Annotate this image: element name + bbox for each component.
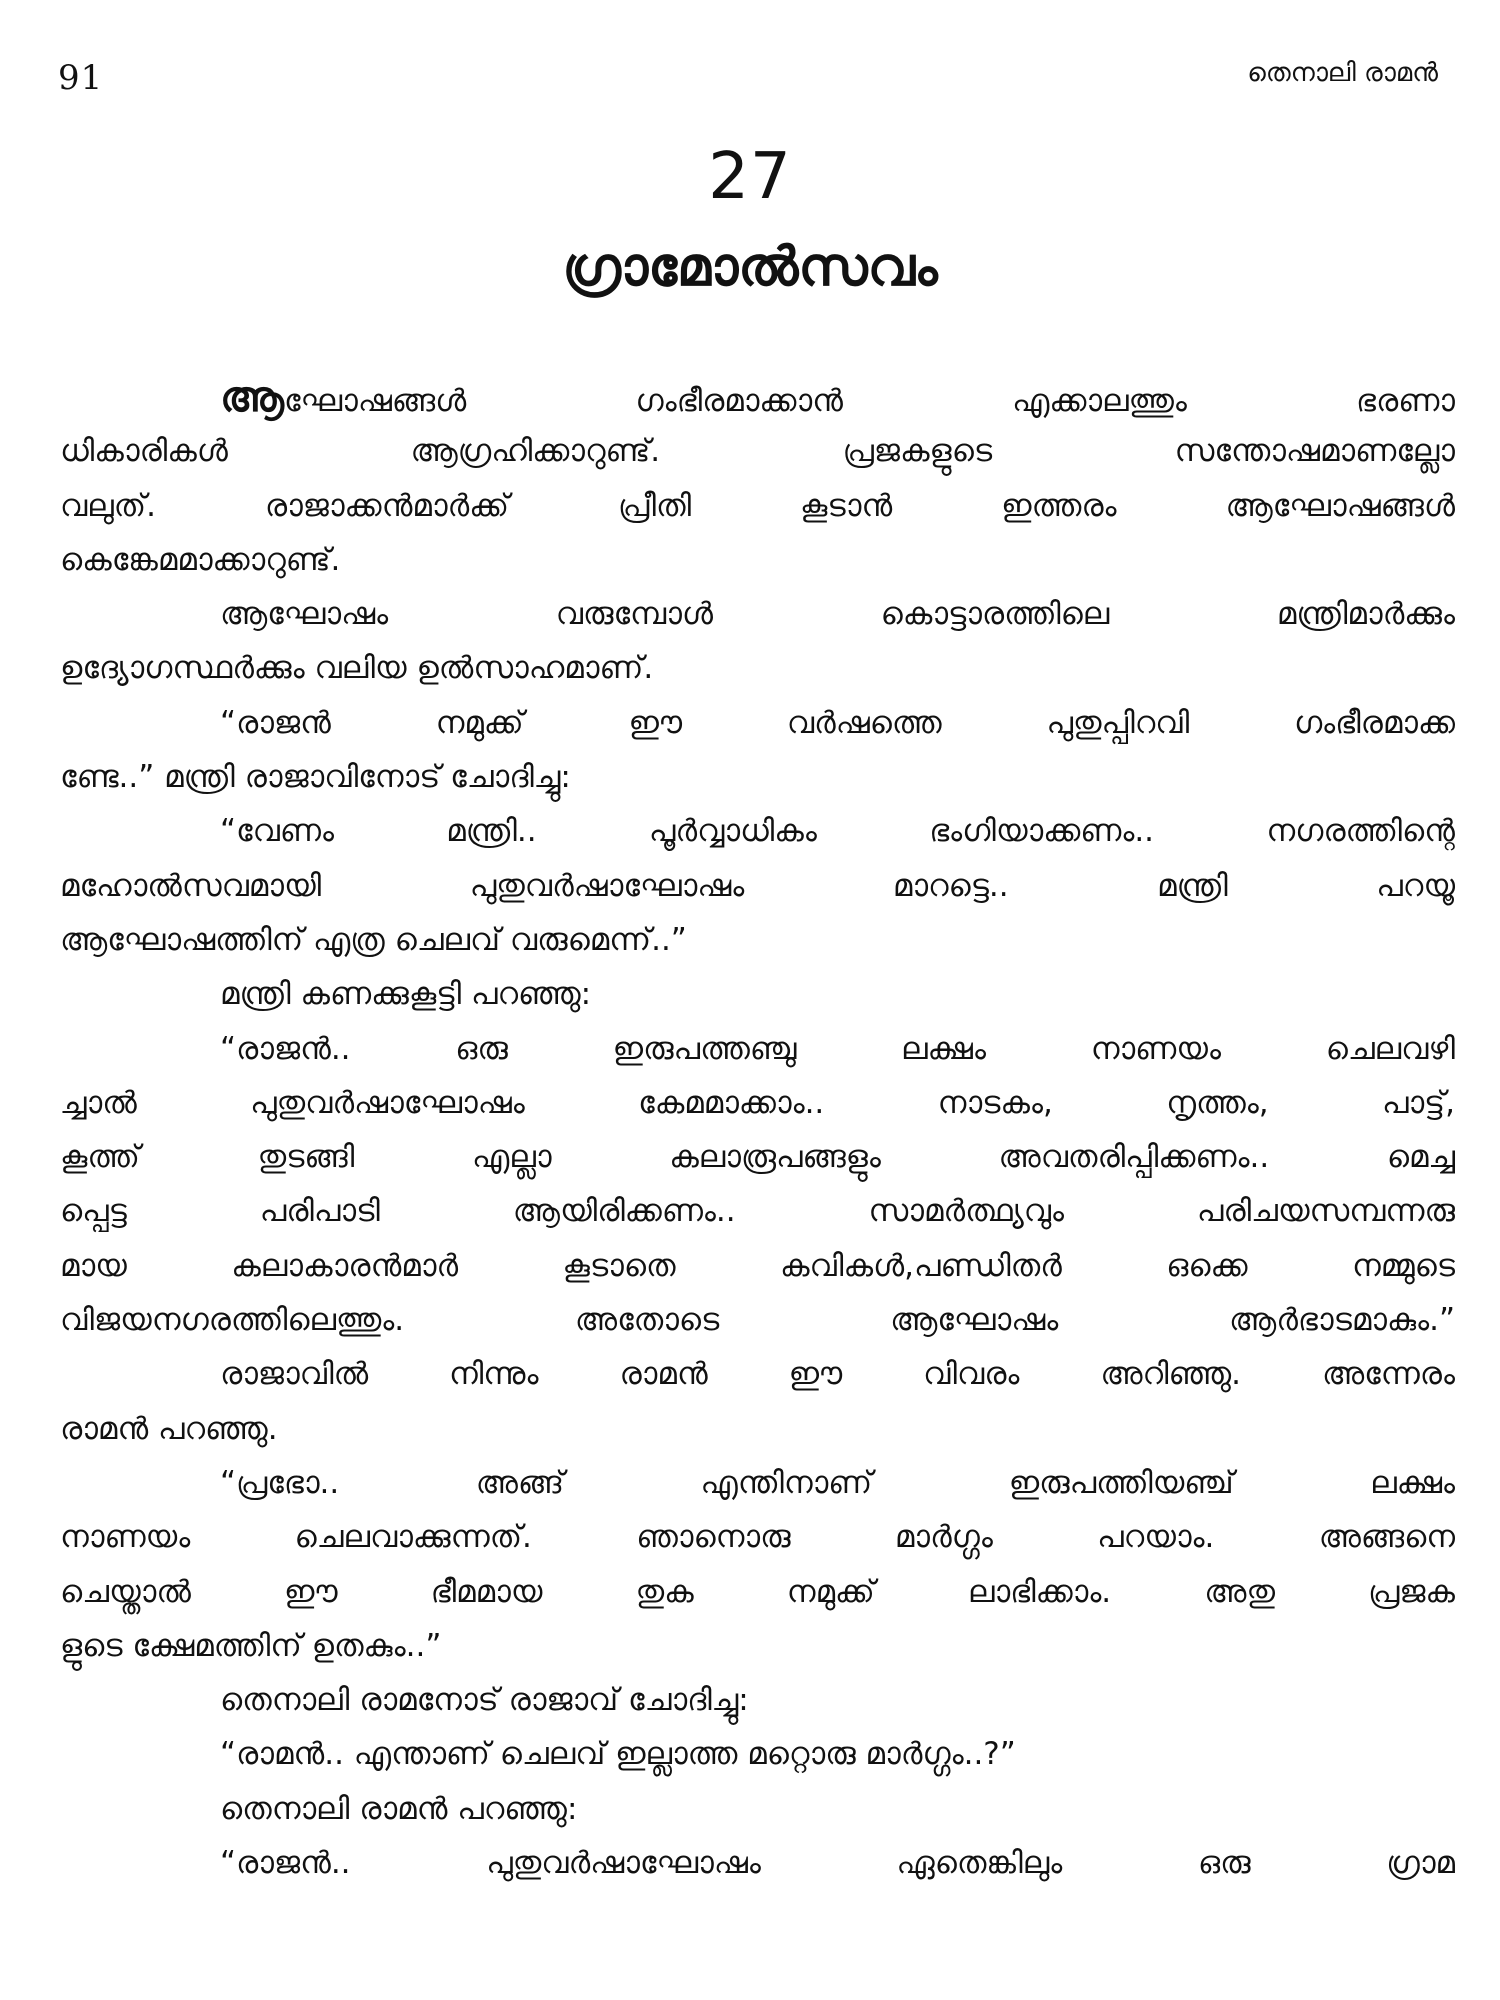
text-line: തെനാലി രാമനോട് രാജാവ് ചോദിച്ചു: bbox=[220, 1682, 749, 1719]
text-line bbox=[60, 370, 1455, 424]
text-line-content: ഘോഷങ്ങൾ ഗംഭീരമാക്കാൻ എക്കാലത്തും ഭരണാ bbox=[283, 383, 1455, 419]
text-line: “രാജൻ.. ഒരു ഇരുപത്തഞ്ചു ലക്ഷം നാണയം ചെലവഴി bbox=[220, 1030, 1455, 1067]
body-text bbox=[60, 370, 1455, 1890]
running-header-title: തെനാലി രാമൻ bbox=[1247, 58, 1438, 88]
text-line: ഉദ്യോഗസ്ഥർക്കും വലിയ ഉൽസാഹമാണ്. bbox=[60, 650, 654, 687]
text-line: ച്ചാൽ പുതുവർഷാഘോഷം കേമമാക്കാം.. നാടകം, നൃത്തം, പാട്ട്, bbox=[60, 1084, 1455, 1121]
text-line: നാണയം ചെലവാക്കുന്നത്. ഞാനൊരു മാർഗ്ഗം പറയാം. അങ്ങനെ bbox=[60, 1519, 1455, 1556]
text-line: തെനാലി രാമൻ പറഞ്ഞു: bbox=[220, 1790, 578, 1827]
text-line: “പ്രഭോ.. അങ്ങ് എന്തിനാണ് ഇരുപത്തിയഞ്ച് ലക്ഷം bbox=[220, 1464, 1455, 1501]
text-line: “രാജൻ നമുക്ക് ഈ വർഷത്തെ പുതുപ്പിറവി ഗംഭീരമാക്ക bbox=[220, 704, 1455, 741]
text-line: ളുടെ ക്ഷേമത്തിന് ഉതകും..” bbox=[60, 1627, 442, 1664]
text-line: രാമൻ പറഞ്ഞു. bbox=[60, 1410, 278, 1447]
text-line: “രാജൻ.. പുതുവർഷാഘോഷം ഏതെങ്കിലും ഒരു ഗ്രാമ bbox=[220, 1845, 1455, 1882]
text-line: കൂത്ത് തുടങ്ങി എല്ലാ കലാരൂപങ്ങളും അവതരിപ്പിക്കണം.. മെച്ച bbox=[60, 1139, 1455, 1176]
text-line: മായ കലാകാരൻമാർ കൂടാതെ കവികൾ,പണ്ഡിതർ ഒക്കെ നമ്മുടെ bbox=[60, 1247, 1455, 1284]
text-line: “വേണം മന്ത്രി.. പൂർവ്വാധികം ഭംഗിയാക്കണം.. നഗരത്തിന്റെ bbox=[220, 813, 1455, 850]
text-line: ചെയ്താൽ ഈ ഭീമമായ തുക നമുക്ക് ലാഭിക്കാം. അതു പ്രജക bbox=[60, 1573, 1455, 1610]
text-line: ധികാരികൾ ആഗ്രഹിക്കാറുണ്ട്. പ്രജകളുടെ സന്തോഷമാണല്ലോ bbox=[60, 433, 1455, 470]
text-line: ആഘോഷത്തിന് എത്ര ചെലവ് വരുമെന്ന്..” bbox=[60, 921, 687, 958]
text-line: മന്ത്രി കണക്കുകൂട്ടി പറഞ്ഞു: bbox=[220, 976, 592, 1013]
drop-cap: ആ bbox=[220, 372, 284, 421]
text-line: പ്പെട്ട പരിപാടി ആയിരിക്കണം.. സാമർത്ഥ്യവും പരിചയസമ്പന്നരു bbox=[60, 1193, 1455, 1230]
chapter-number: 27 bbox=[708, 140, 792, 214]
text-line: ആഘോഷം വരുമ്പോൾ കൊട്ടാരത്തിലെ മന്ത്രിമാർക്കും bbox=[220, 596, 1455, 633]
text-line: വിജയനഗരത്തിലെത്തും. അതോടെ ആഘോഷം ആർഭാടമാകും.” bbox=[60, 1302, 1455, 1339]
chapter-title: ഗ്രാമോൽസവം bbox=[562, 235, 938, 298]
text-line: “രാമൻ.. എന്താണ് ചെലവ് ഇല്ലാത്ത മറ്റൊരു മാർഗ്ഗം..?” bbox=[220, 1736, 1016, 1773]
text-line: കെങ്കേമമാക്കാറുണ്ട്. bbox=[60, 541, 341, 578]
text-line: ണ്ടേ..” മന്ത്രി രാജാവിനോട് ചോദിച്ചു: bbox=[60, 759, 571, 796]
text-line: രാജാവിൽ നിന്നും രാമൻ ഈ വിവരം അറിഞ്ഞു. അന്നേരം bbox=[220, 1356, 1455, 1393]
text-line: വലുത്. രാജാക്കൻമാർക്ക് പ്രീതി കൂടാൻ ഇത്തരം ആഘോഷങ്ങൾ bbox=[60, 487, 1455, 524]
page-number: 91 bbox=[58, 58, 104, 98]
text-line: മഹോൽസവമായി പുതുവർഷാഘോഷം മാറട്ടെ.. മന്ത്രി പറയൂ bbox=[60, 867, 1455, 904]
